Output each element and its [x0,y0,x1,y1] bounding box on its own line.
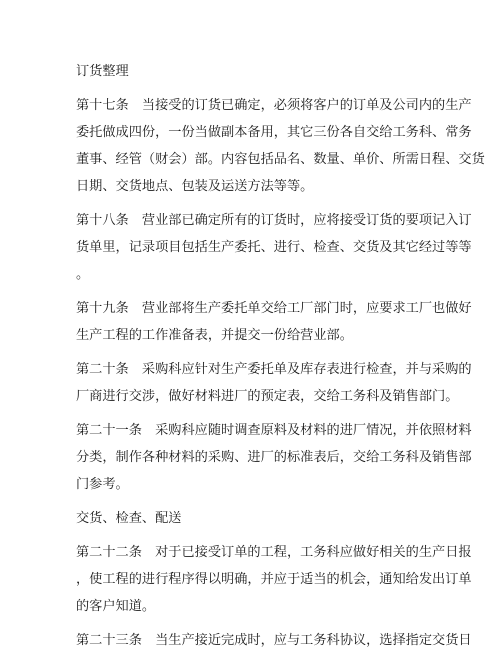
article-21-line-3: 门参考。 [76,477,129,492]
article-20-line-2: 厂商进行交涉，做好材料进厂的预定表，交给工务科及销售部门。 [76,389,459,404]
article-19-line-2: 生产工程的工作准备表，并提交一份给营业部。 [76,328,353,343]
article-17-line-1: 第十七条 当接受的订货已确定，必须将客户的订单及公司内的生产 [76,98,472,113]
article-21-line-2: 分类，制作各种材料的采购、进厂的标准表后，交给工务科及销售部 [76,450,472,465]
article-18-line-3: 。 [76,267,90,282]
article-17-line-2: 委托做成四份，一份当做副本备用，其它三份各自交给工务科、常务 [76,125,472,140]
article-17-line-3: 董事、经管（财会）部。内容包括品名、数量、单价、所需日程、交货 [76,152,485,167]
article-22-line-3: 的客户知道。 [76,599,156,614]
article-18-line-2: 货单里，记录项目包括生产委托、进行、检查、交货及其它经过等等 [76,240,472,255]
article-18-line-1: 第十八条 营业部已确定所有的订货时，应将接受订货的要项记入订 [76,213,472,228]
article-17-line-4: 日期、交货地点、包装及运送方法等等。 [76,179,314,194]
section-heading-order-handling: 订货整理 [76,64,129,79]
article-21-line-1: 第二十一条 采购科应随时调查原料及材料的进厂情况，并依照材料 [76,423,472,438]
article-23-line-1: 第二十三条 当生产接近完成时，应与工务科协议，选择指定交货日 [76,633,472,648]
section-heading-delivery: 交货、检查、配送 [76,511,182,526]
article-19-line-1: 第十九条 营业部将生产委托单交给工厂部门时，应要求工厂也做好 [76,301,472,316]
document-body [76,58,485,654]
article-22-line-1: 第二十二条 对于已接受订单的工程，工务科应做好相关的生产日报 [76,545,472,560]
article-22-line-2: ，使工程的进行程序得以明确，并应于适当的机会，通知给发出订单 [76,572,472,587]
article-20-line-1: 第二十条 采购科应针对生产委托单及库存表进行检查，并与采购的 [76,362,472,377]
